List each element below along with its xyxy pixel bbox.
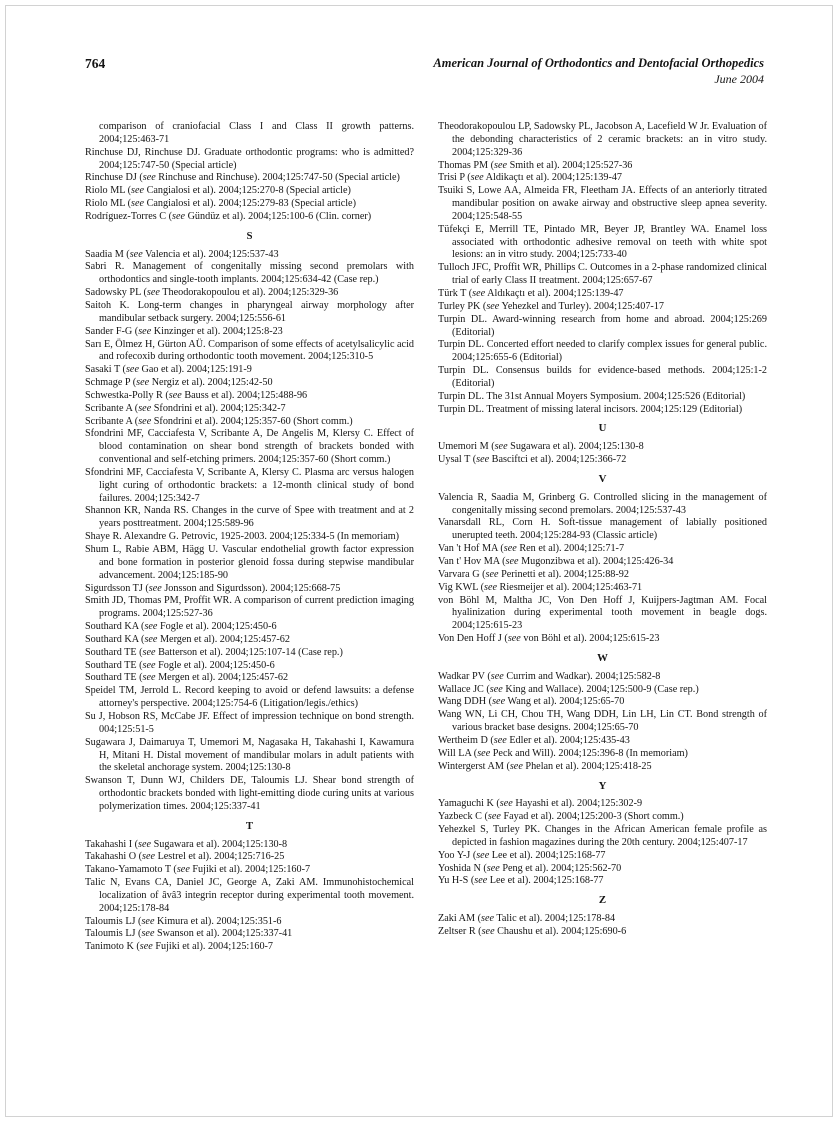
index-entry: Zeltser R (see Chaushu et al). 2004;125:690-6 — [438, 925, 627, 937]
section-heading: W — [597, 651, 608, 664]
index-entry: Turpin DL. Treatment of missing lateral incisors. 2004;125:129 (Editorial) — [438, 403, 743, 415]
index-entry: Turley PK (see Yehezkel and Turley). 2004;125:407-17 — [438, 300, 665, 312]
index-entry: Turpin DL. Concerted effort needed to clarify complex issues for general public. 2004;125:655-6 (Editorial) — [438, 339, 767, 364]
index-entry: Vig KWL (see Riesmeijer et al). 2004;125:463-71 — [438, 581, 643, 593]
page-header — [85, 56, 764, 86]
index-entry: Southard TE (see Mergen et al). 2004;125:457-62 — [85, 672, 289, 684]
index-entry: Turpin DL. The 31st Annual Moyers Symposium. 2004;125:526 (Editorial) — [438, 390, 746, 402]
author-index — [85, 121, 767, 954]
journal-info — [433, 56, 764, 86]
index-entry: Rodríguez-Torres C (see Gündüz et al). 2004;125:100-6 (Clin. corner) — [85, 210, 372, 222]
index-entry: Tanimoto K (see Fujiki et al). 2004;125:160-7 — [85, 941, 274, 953]
index-entry: Van 't Hof MA (see Ren et al). 2004;125:71-7 — [438, 543, 625, 555]
index-entry: Riolo ML (see Cangialosi et al). 2004;125:279-83 (Special article) — [85, 198, 356, 210]
index-entry: Sadowsky PL (see Theodorakopoulou et al). 2004;125:329-36 — [85, 287, 339, 299]
section-heading: T — [245, 819, 254, 832]
index-entry: Scribante A (see Sfondrini et al). 2004;125:342-7 — [85, 402, 286, 414]
index-entry: Sarı E, Ölmez H, Gürton AÜ. Comparison of some effects of acetylsalicylic acid and rofecoxib during orthodontic tooth movement. 2004;125:310-5 — [85, 338, 414, 363]
index-entry: Shum L, Rabie ABM, Hägg U. Vascular endothelial growth factor expression and bone formation in posterior glenoid fossa during stepwise mandibular advancement. 2004;125:185-90 — [85, 544, 414, 581]
issue-date: June 2004 — [714, 72, 764, 86]
index-entry: Riolo ML (see Cangialosi et al). 2004;125:270-8 (Special article) — [85, 185, 351, 197]
index-entry: Sigurdsson TJ (see Jonsson and Sigurdsson). 2004;125:668-75 — [85, 582, 341, 594]
index-entry: Varvara G (see Perinetti et al). 2004;125:88-92 — [438, 568, 629, 580]
index-entry: Zaki AM (see Talic et al). 2004;125:178-84 — [438, 913, 616, 925]
page-number: 764 — [85, 56, 106, 71]
index-entry: Valencia R, Saadia M, Grinberg G. Controlled slicing in the management of congenitally missing second premolars. 2004;125:537-43 — [438, 491, 767, 516]
index-entry: Takahashi I (see Sugawara et al). 2004;125:130-8 — [85, 838, 288, 850]
index-entry: Yoshida N (see Peng et al). 2004;125:562-70 — [438, 862, 622, 874]
index-entry: Sfondrini MF, Cacciafesta V, Scribante A, De Angelis M, Klersy C. Effect of blood contamination on shear bond strength of brackets bonded with conventional and self-etching primers. 2004;125:357-60 (Short comm.) — [85, 428, 414, 466]
index-entry: Sfondrini MF, Cacciafesta V, Scribante A, Klersy C. Plasma arc versus halogen light curing of orthodontic brackets: a 12-month clinical study of bond failures. 2004;125:342-7 — [85, 466, 414, 504]
index-entry: Trisi P (see Aldikaçtı et al). 2004;125:139-47 — [438, 172, 623, 184]
index-entry: Schmage P (see Nergiz et al). 2004;125:42-50 — [85, 377, 273, 389]
index-entry: Speidel TM, Jerrold L. Record keeping to avoid or defend lawsuits: a defense attorney's perspective. 2004;125:754-6 (Litigation/legis./ethics) — [85, 685, 414, 710]
index-entry: Vanarsdall RL, Corn H. Soft-tissue management of labially positioned unerupted teeth. 2004;125:284-93 (Classic article) — [438, 517, 767, 542]
index-entry: Yehezkel S, Turley PK. Changes in the African American female profile as depicted in fashion magazines during the 20th century. 2004;125:407-17 — [438, 824, 767, 848]
index-entry: Saitoh K. Long-term changes in pharyngeal airway morphology after mandibular setback surgery. 2004;125:556-61 — [85, 299, 414, 324]
index-entry: Takahashi O (see Lestrel et al). 2004;125:716-25 — [85, 851, 285, 863]
index-column-left — [85, 121, 414, 954]
index-entry: Schwestka-Polly R (see Bauss et al). 2004;125:488-96 — [85, 389, 308, 401]
section-heading: V — [598, 472, 607, 485]
index-entry: Yamaguchi K (see Hayashi et al). 2004;125:302-9 — [438, 798, 643, 810]
index-entry: Will LA (see Peck and Will). 2004;125:396-8 (In memoriam) — [438, 747, 688, 759]
index-entry: Southard TE (see Batterson et al). 2004;125:107-14 (Case rep.) — [85, 646, 343, 658]
index-entry: Takano-Yamamoto T (see Fujiki et al). 2004;125:160-7 — [85, 864, 311, 876]
index-column-right — [438, 121, 767, 954]
index-entry: Van t' Hov MA (see Mugonzibwa et al). 2004;125:426-34 — [438, 556, 674, 567]
index-entry: Wang WN, Li CH, Chou TH, Wang DDH, Lin LH, Lin CT. Bond strength of various bracket base designs. 2004;125:65-70 — [438, 709, 767, 734]
index-entry: Theodorakopoulou LP, Sadowsky PL, Jacobson A, Lacefield W Jr. Evaluation of the debonding characteristics of 2 ceramic brackets: an in vitro study. 2004;125:329-36 — [438, 121, 767, 158]
index-entry: Shannon KR, Nanda RS. Changes in the curve of Spee with treatment and at 2 years posttreatment. 2004;125:589-96 — [85, 505, 414, 530]
index-entry: Wertheim D (see Edler et al). 2004;125:435-43 — [438, 734, 630, 746]
index-entry: Taloumis LJ (see Kimura et al). 2004;125:351-6 — [85, 915, 282, 927]
index-entry: Sugawara J, Daimaruya T, Umemori M, Nagasaka H, Takahashi I, Kawamura H, Mitani H. Distal movement of mandibular molars in adult patients with the skeletal anchorage system. 2004;125:130-8 — [85, 736, 414, 774]
index-entry: Sabri R. Management of congenitally missing second premolars with orthodontics and single-tooth implants. 2004;125:634-42 (Case rep.) — [85, 261, 414, 286]
section-heading: U — [598, 422, 607, 435]
index-entry: Yoo Y-J (see Lee et al). 2004;125:168-77 — [438, 849, 606, 861]
index-entry: Sasaki T (see Gao et al). 2004;125:191-9 — [85, 364, 252, 376]
index-entry: Yazbeck C (see Fayad et al). 2004;125:200-3 (Short comm.) — [438, 811, 684, 823]
section-heading: S — [246, 229, 253, 242]
index-entry: Tulloch JFC, Proffit WR, Phillips C. Outcomes in a 2-phase randomized clinical trial of early Class II treatment. 2004;125:657-67 — [438, 262, 767, 287]
index-entry: Su J, Hobson RS, McCabe JF. Effect of impression technique on bond strength. 004;125:51-5 — [85, 710, 414, 735]
index-entry: Southard TE (see Fogle et al). 2004;125:450-6 — [85, 659, 275, 671]
index-entry: Southard KA (see Fogle et al). 2004;125:450-6 — [85, 621, 277, 633]
index-entry: Turpin DL. Award-winning research from home and abroad. 2004;125:269 (Editorial) — [438, 313, 767, 338]
index-entry: von Böhl M, Maltha JC, Von Den Hoff J, Kuijpers-Jagtman AM. Focal hyalinization during experimental tooth movement in beagle dogs. 2004;125:615-23 — [438, 594, 767, 632]
section-heading: Z — [598, 894, 607, 907]
index-entry: Tüfekçi E, Merrill TE, Pintado MR, Beyer JP, Brantley WA. Enamel loss associated with orthodontic adhesive removal on teeth with white spot lesions: an in vitro study. 2004;125:733-40 — [438, 223, 767, 261]
index-entry: comparison of craniofacial Class I and Class II growth patterns. 2004;125:463-71 — [99, 121, 414, 145]
index-entry: Scribante A (see Sfondrini et al). 2004;125:357-60 (Short comm.) — [85, 415, 353, 427]
index-entry: Smith JD, Thomas PM, Proffit WR. A comparison of current prediction imaging programs. 2004;125:527-36 — [85, 595, 414, 620]
index-entry: Sander F-G (see Kinzinger et al). 2004;125:8-23 — [85, 325, 283, 337]
index-entry: Tsuiki S, Lowe AA, Almeida FR, Fleetham JA. Effects of an anteriorly titrated mandibular position on awake airway and obstructive sleep apnea severity. 2004;125:548-55 — [438, 185, 767, 222]
index-entry: Taloumis LJ (see Swanson et al). 2004;125:337-41 — [85, 928, 293, 940]
index-entry: Swanson T, Dunn WJ, Childers DE, Taloumis LJ. Shear bond strength of orthodontic brackets bonded with light-emitting diode curing units at various polymerization times. 2004;125:337-41 — [85, 775, 414, 812]
index-entry: Rinchuse DJ, Rinchuse DJ. Graduate orthodontic programs: who is admitted? 2004;125:747-50 (Special article) — [85, 146, 414, 171]
index-entry: Saadia M (see Valencia et al). 2004;125:537-43 — [85, 248, 279, 260]
index-entry: Von Den Hoff J (see von Böhl et al). 2004;125:615-23 — [438, 633, 660, 645]
index-entry: Southard KA (see Mergen et al). 2004;125:457-62 — [85, 633, 290, 645]
section-heading: Y — [598, 779, 607, 792]
index-entry: Umemori M (see Sugawara et al). 2004;125:130-8 — [438, 441, 644, 453]
index-entry: Wintergerst AM (see Phelan et al). 2004;125:418-25 — [438, 760, 652, 772]
journal-title: American Journal of Orthodontics and Dentofacial Orthopedics — [433, 56, 764, 70]
index-entry: Rinchuse DJ (see Rinchuse and Rinchuse). 2004;125:747-50 (Special article) — [85, 172, 400, 184]
index-entry: Wang DDH (see Wang et al). 2004;125:65-70 — [438, 696, 625, 708]
index-entry: Uysal T (see Basciftci et al). 2004;125:366-72 — [438, 454, 627, 466]
index-entry: Turpin DL. Consensus builds for evidence-based methods. 2004;125:1-2 (Editorial) — [438, 365, 767, 389]
index-entry: Türk T (see Aldıkaçtı et al). 2004;125:139-47 — [438, 287, 624, 299]
index-entry: Wadkar PV (see Currim and Wadkar). 2004;125:582-8 — [438, 670, 661, 682]
index-entry: Talic N, Evans CA, Daniel JC, George A, Zaki AM. Immunohistochemical localization of âvâ3 integrin receptor during experimental tooth movement. 2004;125:178-84 — [85, 877, 414, 914]
index-entry: Yu H-S (see Lee et al). 2004;125:168-77 — [438, 875, 604, 887]
index-entry: Thomas PM (see Smith et al). 2004;125:527-36 — [438, 159, 633, 171]
index-entry: Shaye R. Alexandre G. Petrovic, 1925-2003. 2004;125:334-5 (In memoriam) — [85, 531, 400, 543]
index-entry: Wallace JC (see King and Wallace). 2004;125:500-9 (Case rep.) — [438, 683, 699, 695]
